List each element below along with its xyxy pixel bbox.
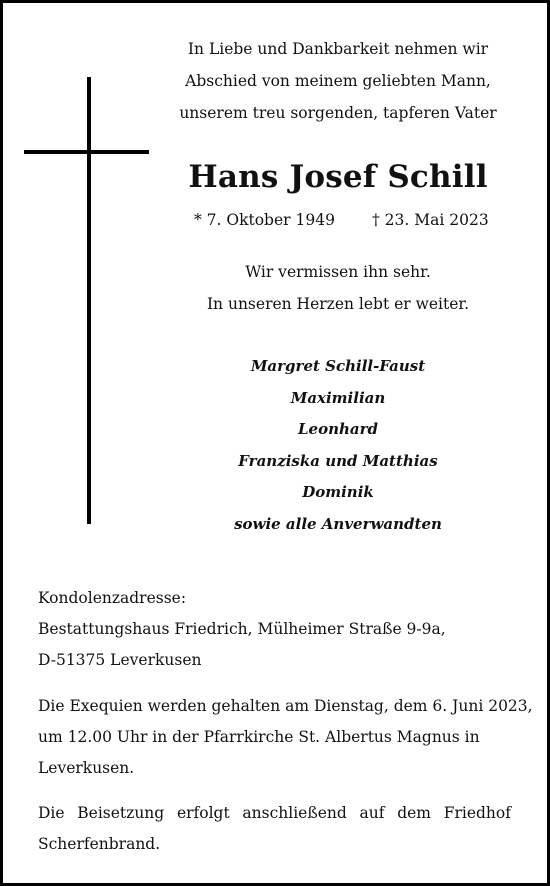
address-line: Kondolenzadresse: [38,589,187,607]
mourner-name: sowie alle Anverwandten [234,514,442,533]
mourner-name: Franziska und Matthias [238,451,438,470]
condolence-address [38,583,511,676]
intro-line: Abschied von meinem geliebten Mann, [185,72,491,90]
message-line: In unseren Herzen lebt er weiter. [206,295,470,313]
intro-text [168,33,508,129]
address-line: D-51375 Leverkusen [38,651,202,669]
address-line: Bestattungshaus Friedrich, Mülheimer Straße 9-9a, [38,620,446,638]
mourner-name: Leonhard [297,420,379,438]
exequies-line: Die Exequien werden gehalten am Dienstag, dem 6. Juni 2023, [38,697,533,715]
exequies-info [38,691,533,784]
cross-horizontal-bar [24,150,149,154]
message-line: Wir vermissen ihn sehr. [245,263,431,281]
intro-line: unserem treu sorgenden, tapferen Vater [179,104,497,122]
death-date: † 23. Mai 2023 [372,211,489,229]
intro-line: In Liebe und Dankbarkeit nehmen wir [187,40,489,58]
exequies-line: Leverkusen. [38,759,135,777]
mourner-name: Dominik [302,483,374,501]
birth-date: * 7. Oktober 1949 [194,211,335,229]
cross-vertical-bar [87,77,91,524]
burial-info [38,798,511,860]
burial-line: Die Beisetzung erfolgt anschließend auf dem Friedhof [38,804,511,822]
mourner-name: Maximilian [290,388,386,407]
burial-line: Scherfenbrand. [38,835,161,853]
exequies-line: um 12.00 Uhr in der Pfarrkirche St. Albertus Magnus in [38,728,480,746]
deceased-name: Hans Josef Schill [188,159,488,195]
memorial-message [168,256,508,320]
mourners-list [168,351,508,540]
mourner-name: Margret Schill-Faust [250,357,426,375]
